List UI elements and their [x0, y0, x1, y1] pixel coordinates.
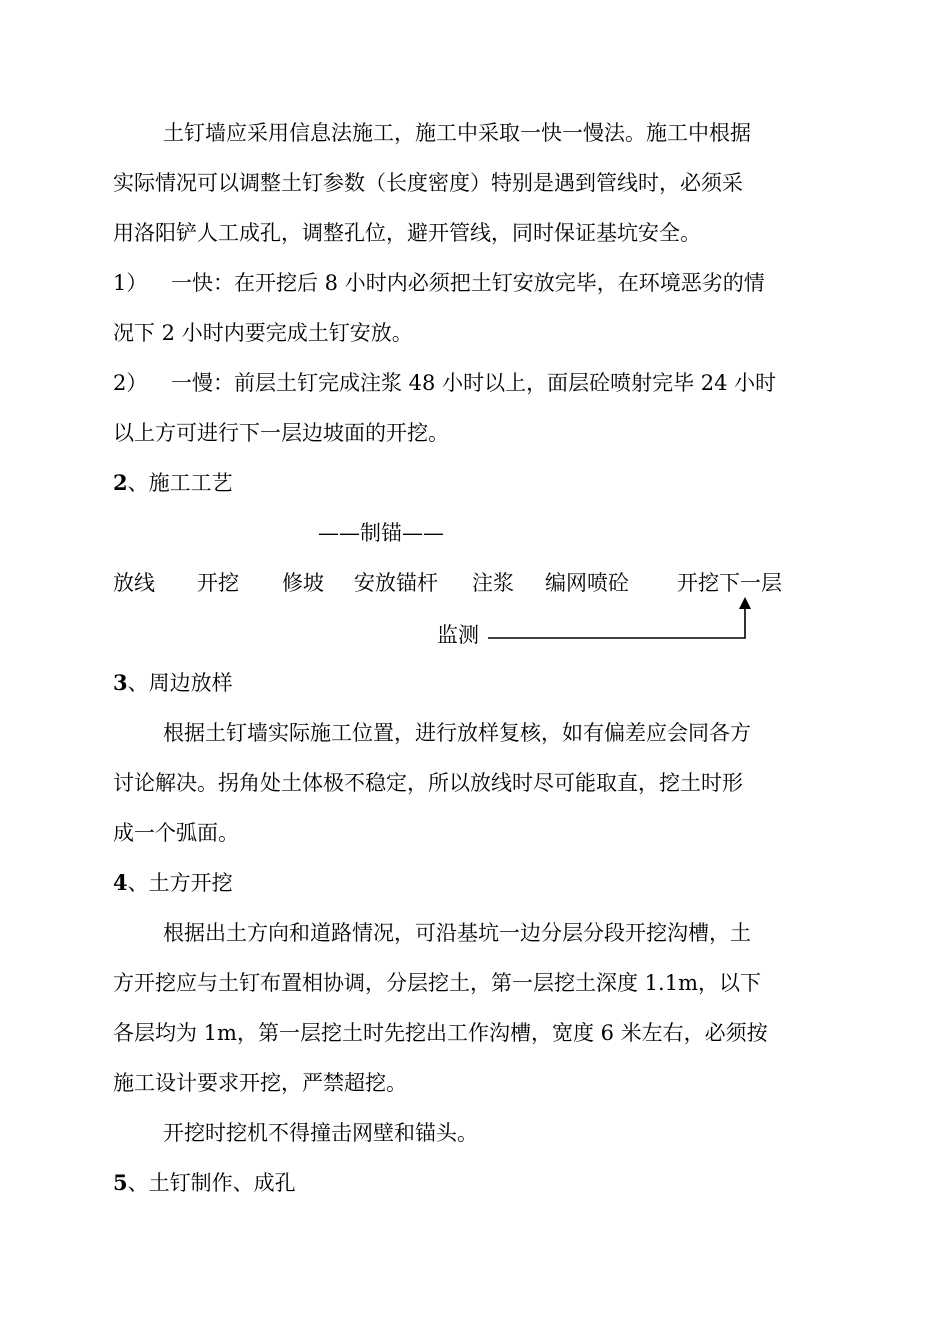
flow-top-label: ——制锚——	[318, 521, 444, 545]
list-item-2-label: 2）	[113, 371, 148, 395]
paragraph-3-line-2: 讨论解决。拐角处土体极不稳定，所以放线时尽可能取直，挖土时形	[113, 771, 743, 795]
section-3-heading	[113, 668, 233, 698]
section-2-title: 、施工工艺	[127, 471, 233, 495]
flow-monitor-label: 监测	[437, 623, 479, 647]
list-item-2	[113, 368, 776, 398]
paragraph-1-line-2: 实际情况可以调整土钉参数（长度密度）特别是遇到管线时，必须采	[113, 171, 743, 195]
list-item-1-text: 一快：在开挖后 8 小时内必须把土钉安放完毕，在环境恶劣的情	[171, 271, 765, 295]
list-item-1-label: 1）	[113, 271, 148, 295]
paragraph-4-line-3: 各层均为 1m，第一层挖土时先挖出工作沟槽，宽度 6 米左右，必须按	[113, 1021, 768, 1045]
paragraph-4-line-4: 施工设计要求开挖，严禁超挖。	[113, 1071, 407, 1095]
paragraph-4-line-1: 根据出土方向和道路情况，可沿基坑一边分层分段开挖沟槽，土	[163, 921, 751, 945]
section-5-heading	[113, 1168, 296, 1198]
flow-step-5: 注浆	[472, 571, 514, 595]
section-4-number: 4	[113, 870, 128, 895]
section-3-number: 3	[113, 670, 128, 695]
flow-step-2: 开挖	[197, 571, 239, 595]
flow-step-4: 安放锚杆	[354, 571, 438, 595]
paragraph-3-line-3: 成一个弧面。	[113, 821, 239, 845]
list-item-2-text: 一慢：前层土钉完成注浆 48 小时以上，面层砼喷射完毕 24 小时	[171, 371, 777, 395]
section-2-number: 2	[113, 470, 128, 495]
section-4-title: 、土方开挖	[127, 871, 233, 895]
flow-step-6: 编网喷砼	[545, 571, 629, 595]
flow-step-7: 开挖下一层	[677, 571, 782, 595]
section-5-number: 5	[113, 1170, 128, 1195]
section-3-title: 、周边放样	[127, 671, 233, 695]
section-5-title: 、土钉制作、成孔	[127, 1171, 296, 1195]
section-4-heading	[113, 868, 233, 898]
paragraph-1-line-3: 用洛阳铲人工成孔，调整孔位，避开管线，同时保证基坑安全。	[113, 221, 701, 245]
flow-step-1: 放线	[113, 571, 155, 595]
list-item-1-line-2: 况下 2 小时内要完成土钉安放。	[113, 321, 413, 345]
paragraph-3-line-1: 根据土钉墙实际施工位置，进行放样复核，如有偏差应会同各方	[163, 721, 751, 745]
paragraph-5-line-1: 开挖时挖机不得撞击网壁和锚头。	[163, 1121, 478, 1145]
list-item-1	[113, 268, 765, 298]
list-item-2-line-2: 以上方可进行下一层边坡面的开挖。	[113, 421, 449, 445]
paragraph-1-line-1: 土钉墙应采用信息法施工，施工中采取一快一慢法。施工中根据	[163, 121, 751, 145]
paragraph-4-line-2: 方开挖应与土钉布置相协调，分层挖土，第一层挖土深度 1.1m，以下	[113, 971, 761, 995]
flow-feedback-arrow	[480, 595, 760, 645]
flow-step-3: 修坡	[282, 571, 324, 595]
section-2-heading	[113, 468, 233, 498]
